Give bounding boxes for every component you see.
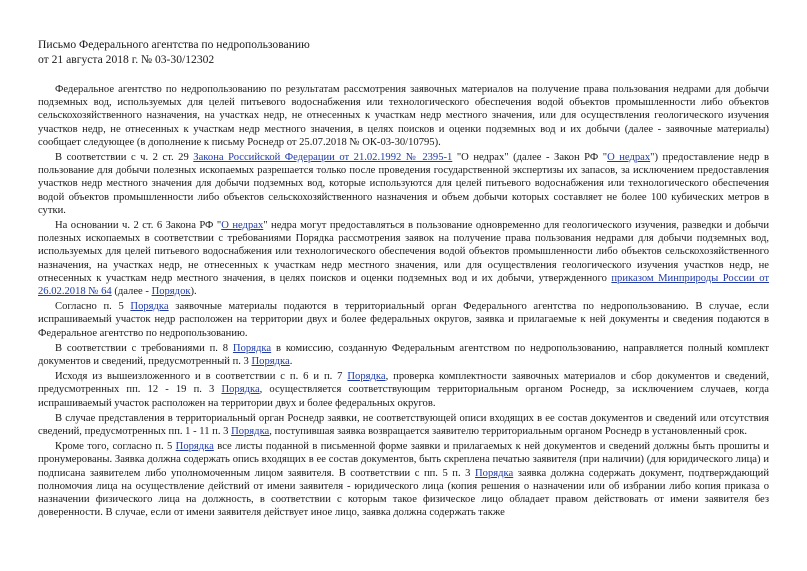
document-link[interactable]: приказом Минприроды России от 26.02.2018 № 64 [38, 272, 770, 298]
paragraph-text: В соответствии с ч. 2 ст. 29 [55, 152, 194, 164]
paragraph [38, 440, 769, 519]
paragraph [38, 300, 769, 340]
paragraph-text: , проверка комплектности заявочных материалов и сбор документов и сведений, предусмотренных пп. 12 - 19 п. 3 [38, 371, 769, 396]
document-date-number: от 21 августа 2018 г. № 03-30/12302 [38, 52, 215, 66]
document-link[interactable]: Порядка [251, 356, 290, 368]
document-body [38, 83, 769, 520]
paragraph-text: Кроме того, согласно п. 5 [55, 441, 176, 453]
paragraph-text: ). [190, 286, 197, 298]
document-link[interactable]: Порядка [175, 441, 214, 453]
document-link[interactable]: Закона Российской Федерации от 21.02.1992 № 2395-1 [193, 152, 453, 164]
paragraph [38, 412, 769, 438]
paragraph-text: . [289, 356, 293, 368]
paragraph-text: На основании ч. 2 ст. 6 Закона РФ " [55, 220, 222, 232]
paragraph-text: Исходя из вышеизложенного и в соответствии с п. 6 и п. 7 [55, 371, 348, 383]
document-link[interactable]: Порядка [231, 426, 270, 438]
paragraph [38, 219, 769, 298]
paragraph-text: , поступившая заявка возвращается заявителю территориальным органом Роснедр в установленный срок. [269, 426, 748, 438]
paragraph-text: , осуществляется соответствующим территориальным органом Роснедр, за исключением случаев, когда испрашиваемый участок расположен на территории двух и более федеральных округов. [38, 384, 769, 409]
document-link[interactable]: Порядка [232, 342, 272, 354]
paragraph [38, 151, 769, 217]
document-link[interactable]: Порядка [221, 384, 260, 396]
paragraph-text: " недра могут предоставляться в пользование одновременно для геологического изучения, разведки и добычи полезных ископаемых в соответствии с требованиями Порядка рассмотрения заявок на получение права пользования недрами для добычи подземных вод, используемых для целей питьевого водоснабжения или технологического обеспечения водой объектов промышленности либо объектов сельскохозяйственного назначения, на участках недр, не отнесенных к участкам недр местного значения, или для осуществления геологического изучения участков недр, не отнесенных к участкам недр местного значения, в целях поисков и оценки подземных вод и их добычи, утвержденного [38, 220, 770, 284]
document-link[interactable]: О недрах [221, 220, 264, 232]
document-link[interactable]: О недрах [607, 152, 651, 164]
paragraph-text: "О недрах" (далее - Закон РФ " [452, 152, 608, 164]
document-link[interactable]: Порядка [347, 371, 386, 383]
paragraph-text: В соответствии с требованиями п. 8 [55, 342, 233, 354]
paragraph-text: Федеральное агентство по недропользованию по результатам рассмотрения заявочных материалов на получение права пользования недрами для добычи подземных вод, используемых для целей питьевого водоснабжения или технологического обеспечения водой объектов промышленности либо объектов сельскохозяйственного назначения, на участках недр, не отнесенных к участкам недр местного значения, или для осуществления геологического изучения участков недр, не отнесенных к участкам недр местного значения, в целях поисков и оценки подземных вод и их добычи (далее - заявочные материалы) сообщает следующее (в дополнение к письму Роснедр от 25.07.2018 № ОК-03-30/10795). [38, 84, 769, 148]
document-header [38, 38, 769, 67]
document-link[interactable]: Порядка [130, 301, 169, 313]
paragraph-text: (далее - [111, 286, 152, 298]
paragraph [38, 83, 769, 149]
document-link[interactable]: Порядка [475, 467, 514, 479]
paragraph [38, 370, 769, 410]
paragraph-text: В случае представления в территориальный орган Роснедр заявки, не соответствующей описи входящих в ее состав документов и сведений или отсутствия сведений, предусмотренных пп. 1 - 11 п. 3 [38, 412, 769, 438]
paragraph [38, 342, 769, 368]
paragraph-text: заявка должна содержать документ, подтверждающий полномочия лица на осуществление действий от имени заявителя - юридического лица (копия решения о назначении или об избрании либо копия приказа о назначении физического лица на должность, в соответствии с которым такое физическое лицо обладает правом действовать от имени заявителя без доверенности. В случае, если от имени заявителя действует иное лицо, заявка должна содержать также [38, 467, 769, 519]
paragraph-text: в комиссию, созданную Федеральным агентством по недропользованию, направляется полный комплект документов и сведений, предусмотренный п. 3 [38, 342, 769, 368]
document-title: Письмо Федерального агентства по недропользованию [38, 38, 310, 51]
paragraph-text: ") предоставление недр в пользование для добычи полезных ископаемых разрешается только после проведения государственной экспертизы их запасов, за исключением предоставления участков недр местного значения для добычи подземных вод, которые используются для целей питьевого водоснабжения или технологического обеспечения водой объектов промышленности либо объектов сельскохозяйственного назначения и объем добычи которых составляет не более 100 кубических метров в сутки. [38, 152, 770, 216]
paragraph-text: заявочные материалы подаются в территориальный орган Федерального агентства по недропользованию. В случае, если испрашиваемый участок недр расположен на территории двух и более федеральных округов, заявка и прилагаемые к ней документы и сведения подаются в Федеральное агентство по недропользованию. [38, 301, 769, 339]
paragraph-text: Согласно п. 5 [55, 301, 131, 313]
document-link[interactable]: Порядок [151, 286, 191, 298]
paragraph-text: все листы поданной в письменной форме заявки и прилагаемых к ней документов и сведений должны быть прошиты и пронумерованы. Заявка должна содержать опись входящих в ее состав документов, быть скреплена печатью заявителя (при наличии) (для юридического лица) и подписана заявителем либо уполномоченным лицом заявителя. В соответствии с пп. 5 п. 3 [38, 441, 769, 479]
